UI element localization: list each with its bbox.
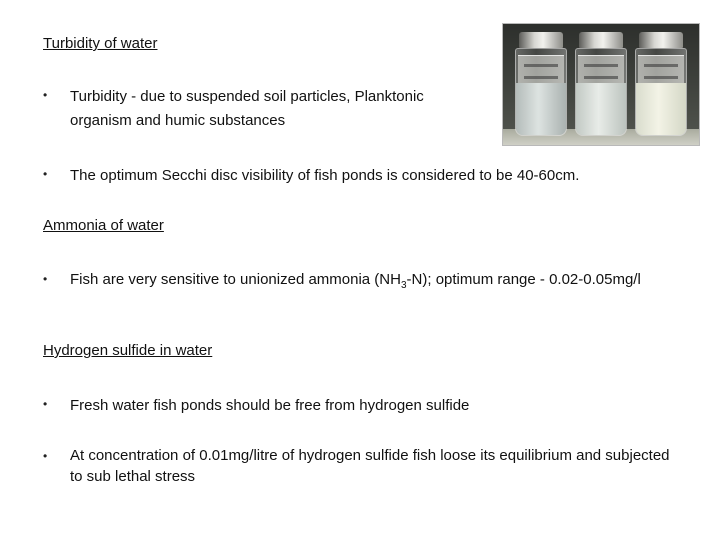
list-item-text bbox=[70, 85, 424, 133]
list-item-line: Turbidity - due to suspended soil particles, Planktonic bbox=[70, 88, 424, 105]
list-item-text bbox=[70, 270, 677, 295]
vial-body bbox=[575, 48, 627, 136]
ammonia-subscript: 3 bbox=[400, 280, 407, 291]
hydrogen-sulfide-heading: Hydrogen sulfide in water bbox=[43, 342, 213, 359]
bullet-icon: • bbox=[43, 167, 48, 181]
list-item bbox=[43, 397, 643, 421]
list-item bbox=[43, 88, 483, 138]
turbidity-heading: Turbidity of water bbox=[43, 35, 158, 52]
vial-cap bbox=[639, 32, 683, 48]
vial-body bbox=[635, 48, 687, 136]
list-item-line: organism and humic substances bbox=[70, 112, 286, 129]
vial-liquid bbox=[516, 83, 566, 135]
vial-liquid bbox=[576, 83, 626, 135]
ammonia-text-end: -N); optimum range - 0.02-0.05mg/l bbox=[406, 271, 641, 288]
list-item bbox=[43, 167, 683, 191]
turbidity-vials-photo bbox=[502, 23, 700, 146]
vial-clear bbox=[515, 32, 567, 142]
vial-body bbox=[515, 48, 567, 136]
list-item bbox=[43, 449, 677, 493]
list-item-text: The optimum Secchi disc visibility of fish ponds is considered to be 40-60cm. bbox=[70, 167, 580, 184]
bullet-icon: • bbox=[43, 272, 48, 286]
ammonia-heading: Ammonia of water bbox=[43, 217, 164, 234]
bullet-icon: • bbox=[43, 449, 48, 463]
list-item bbox=[43, 272, 677, 312]
bullet-icon: • bbox=[43, 88, 48, 102]
vial-cap bbox=[519, 32, 563, 48]
bullet-icon: • bbox=[43, 397, 48, 411]
vial-turbid bbox=[635, 32, 687, 142]
list-item-text: At concentration of 0.01mg/litre of hydrogen sulfide fish loose its equilibrium and subjected to sub lethal stress bbox=[70, 447, 670, 485]
vial-liquid bbox=[636, 83, 686, 135]
list-item-text: Fresh water fish ponds should be free from hydrogen sulfide bbox=[70, 397, 470, 414]
vial-cap bbox=[579, 32, 623, 48]
ammonia-text-start: Fish are very sensitive to unionized ammonia (NH bbox=[70, 271, 401, 288]
vial-slightly-turbid bbox=[575, 32, 627, 142]
